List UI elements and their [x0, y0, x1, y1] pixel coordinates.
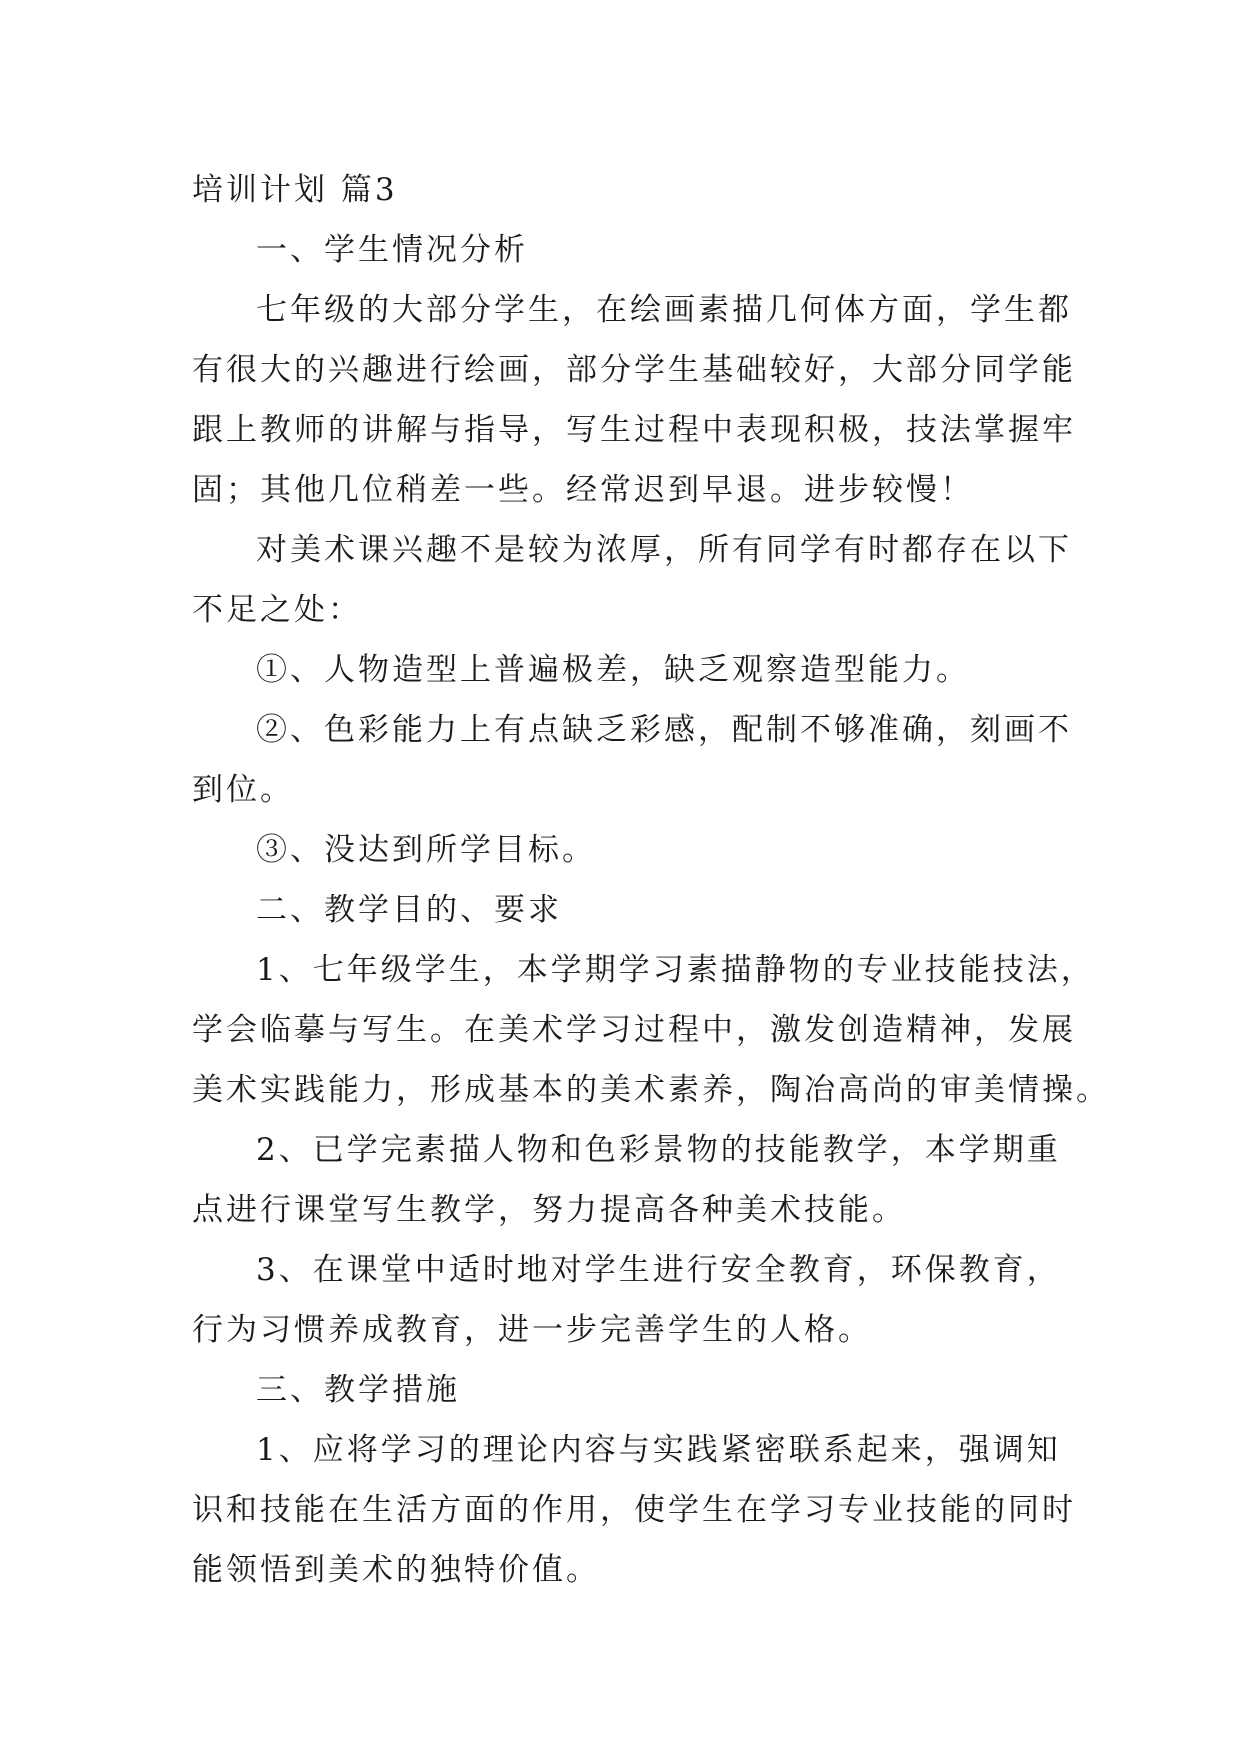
text-line: 跟上教师的讲解与指导，写生过程中表现积极，技法掌握牢: [192, 412, 1076, 448]
text-line: 2、已学完素描人物和色彩景物的技能教学，本学期重: [256, 1132, 1061, 1168]
text-line: 美术实践能力，形成基本的美术素养，陶冶高尚的审美情操。: [192, 1072, 1110, 1108]
document-title: 培训计划 篇3: [192, 172, 398, 208]
text-line: 一、学生情况分析: [256, 232, 528, 268]
text-line: 识和技能在生活方面的作用，使学生在学习专业技能的同时: [192, 1492, 1076, 1528]
text-line: 七年级的大部分学生，在绘画素描几何体方面，学生都: [256, 292, 1072, 328]
paragraph-lines: [192, 220, 1110, 1600]
text-line: 3、在课堂中适时地对学生进行安全教育，环保教育，: [256, 1252, 1061, 1288]
text-line: ③、没达到所学目标。: [256, 832, 596, 868]
text-line: 行为习惯养成教育，进一步完善学生的人格。: [192, 1312, 872, 1348]
text-line: 三、教学措施: [256, 1372, 460, 1408]
document-body: [192, 160, 1110, 1600]
text-line: 1、七年级学生，本学期学习素描静物的专业技能技法，: [256, 952, 1095, 988]
text-line: ①、人物造型上普遍极差，缺乏观察造型能力。: [256, 652, 970, 688]
text-line: ②、色彩能力上有点缺乏彩感，配制不够准确，刻画不: [256, 712, 1072, 748]
text-line: 对美术课兴趣不是较为浓厚，所有同学有时都存在以下: [256, 532, 1072, 568]
text-line: 学会临摹与写生。在美术学习过程中，激发创造精神，发展: [192, 1012, 1076, 1048]
text-line: 点进行课堂写生教学，努力提高各种美术技能。: [192, 1192, 906, 1228]
text-line: 二、教学目的、要求: [256, 892, 562, 928]
text-line: 能领悟到美术的独特价值。: [192, 1552, 600, 1588]
text-line: 不足之处：: [192, 592, 362, 628]
text-line: 1、应将学习的理论内容与实践紧密联系起来，强调知: [256, 1432, 1061, 1468]
text-line: 有很大的兴趣进行绘画，部分学生基础较好，大部分同学能: [192, 352, 1076, 388]
text-line: 到位。: [192, 772, 294, 808]
text-line: 固；其他几位稍差一些。经常迟到早退。进步较慢！: [192, 472, 974, 508]
